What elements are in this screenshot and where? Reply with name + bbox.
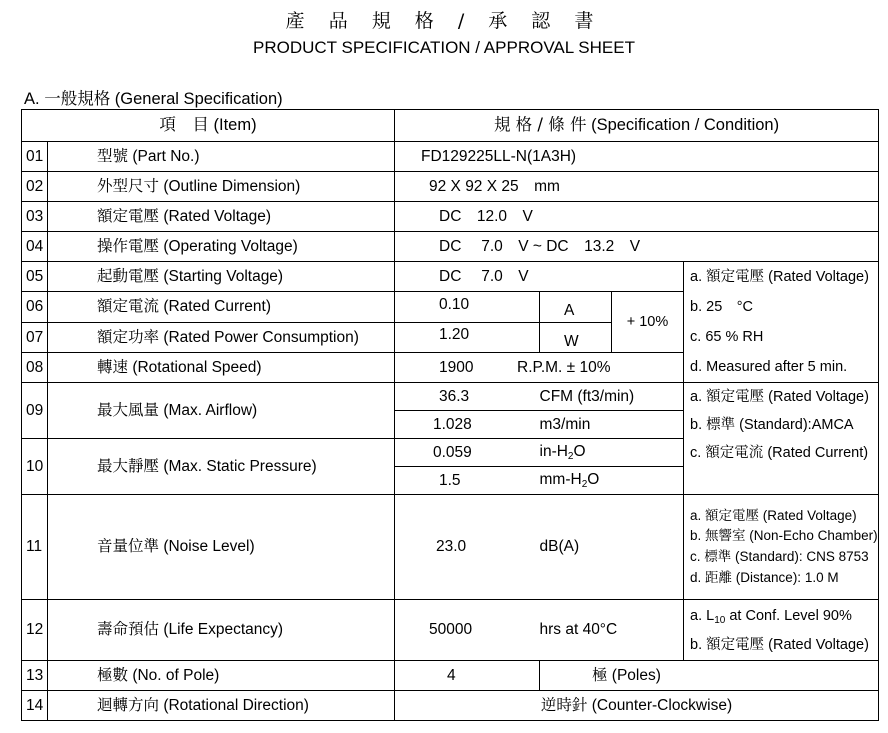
static-pressure-value-mm: 1.5 (395, 467, 540, 495)
row-label: 外型尺寸 (Outline Dimension) (48, 172, 395, 202)
row-label: 型號 (Part No.) (48, 142, 395, 172)
row-label: 音量位準 (Noise Level) (48, 495, 395, 600)
row-number: 14 (22, 691, 48, 721)
rotational-speed-cell (395, 353, 684, 383)
row-number: 10 (22, 439, 48, 495)
rated-power-value: 1.20 (395, 323, 540, 353)
table-row-12 (22, 600, 879, 661)
row-number: 04 (22, 232, 48, 262)
row-number: 12 (22, 600, 48, 661)
row-label: 起動電壓 (Starting Voltage) (48, 262, 395, 292)
table-row-14 (22, 691, 879, 721)
row-label: 操作電壓 (Operating Voltage) (48, 232, 395, 262)
life-expectancy-unit: hrs at 40°C (540, 600, 684, 661)
row-label: 額定功率 (Rated Power Consumption) (48, 323, 395, 353)
pole-count-unit: 極 (Poles) (540, 661, 879, 691)
noise-level-value: 23.0 (395, 495, 540, 600)
row-number: 03 (22, 202, 48, 232)
noise-level-unit: dB(A) (540, 495, 684, 600)
airflow-pressure-note: a. 額定電壓 (Rated Voltage) b. 標準 (Standard):AMCA c. 額定電流 (Rated Current) (684, 383, 879, 495)
row-number: 05 (22, 262, 48, 292)
operating-voltage-value: DC 7.0 V ~ DC 13.2 V (395, 232, 879, 262)
static-pressure-value-in: 0.059 (395, 439, 540, 467)
noise-level-note: a. 額定電壓 (Rated Voltage) b. 無響室 (Non-Echo Chamber) c. 標準 (Standard): CNS 8753 d. 距離 (Distance): 1.0 M (684, 495, 879, 600)
row-label: 壽命預估 (Life Expectancy) (48, 600, 395, 661)
section-heading (24, 85, 283, 109)
row-label: 迴轉方向 (Rotational Direction) (48, 691, 395, 721)
row-number: 01 (22, 142, 48, 172)
tolerance-value: + 10% (612, 292, 684, 353)
row-number: 07 (22, 323, 48, 353)
row-number: 11 (22, 495, 48, 600)
rotational-speed-unit: R.P.M. ± 10% (517, 358, 611, 376)
table-row-13 (22, 661, 879, 691)
airflow-unit-cfm: CFM (ft3/min) (540, 383, 684, 411)
header-item: 項 目 (Item) (22, 110, 395, 142)
row-label: 極數 (No. of Pole) (48, 661, 395, 691)
table-row-05 (22, 262, 879, 292)
static-pressure-unit-mm: $mm-H_2O$ (540, 467, 684, 495)
rotational-direction-value: 逆時針 (Counter-Clockwise) (395, 691, 879, 721)
row-label: 轉速 (Rotational Speed) (48, 353, 395, 383)
airflow-unit-m3: m3/min (540, 411, 684, 439)
row-label: 最大風量 (Max. Airflow) (48, 383, 395, 439)
row-number: 02 (22, 172, 48, 202)
row-number: 13 (22, 661, 48, 691)
header-spec: 規 格 / 條 件 (Specification / Condition) (395, 110, 879, 142)
life-expectancy-value: 50000 (395, 600, 540, 661)
row-label: 額定電壓 (Rated Voltage) (48, 202, 395, 232)
part-number-value: FD129225LL-N(1A3H) (395, 142, 879, 172)
rated-power-unit: W (540, 323, 612, 353)
static-pressure-unit-in: $in-H_2O$ (540, 439, 684, 467)
row-label: 最大靜壓 (Max. Static Pressure) (48, 439, 395, 495)
row-number: 06 (22, 292, 48, 323)
table-row-09 (22, 383, 879, 411)
row-number: 09 (22, 383, 48, 439)
table-header-row (22, 110, 879, 142)
rated-current-unit: A (540, 292, 612, 323)
title-chinese: 產 品 規 格 / 承 認 書 (285, 10, 603, 32)
table-row-03 (22, 202, 879, 232)
table-row-04 (22, 232, 879, 262)
spec-table (21, 109, 879, 721)
outline-dimension-value: 92 X 92 X 25 mm (395, 172, 879, 202)
table-row-01 (22, 142, 879, 172)
title-english: PRODUCT SPECIFICATION / APPROVAL SHEET (253, 38, 635, 57)
row-label: 額定電流 (Rated Current) (48, 292, 395, 323)
section-title-en: (General Specification) (114, 90, 283, 108)
section-prefix: A. (24, 90, 40, 108)
starting-voltage-value: DC 7.0 V (395, 262, 684, 292)
rated-voltage-value: DC 12.0 V (395, 202, 879, 232)
table-row-11 (22, 495, 879, 600)
row-number: 08 (22, 353, 48, 383)
airflow-value-cfm: 36.3 (395, 383, 540, 411)
table-row-02 (22, 172, 879, 202)
pole-count-value: 4 (395, 661, 540, 691)
life-expectancy-note: a. $L_{10}$ at Conf. Level 90% b. 額定電壓 (Rated Voltage) (684, 600, 879, 661)
section-title-zh: 一般規格 (44, 89, 111, 108)
conditions-note: a. 額定電壓 (Rated Voltage) b. 25 °C c. 65 % RH d. Measured after 5 min. (684, 262, 879, 383)
rotational-speed-value: 1900 (439, 358, 474, 376)
airflow-value-m3: 1.028 (395, 411, 540, 439)
rated-current-value: 0.10 (395, 292, 540, 323)
